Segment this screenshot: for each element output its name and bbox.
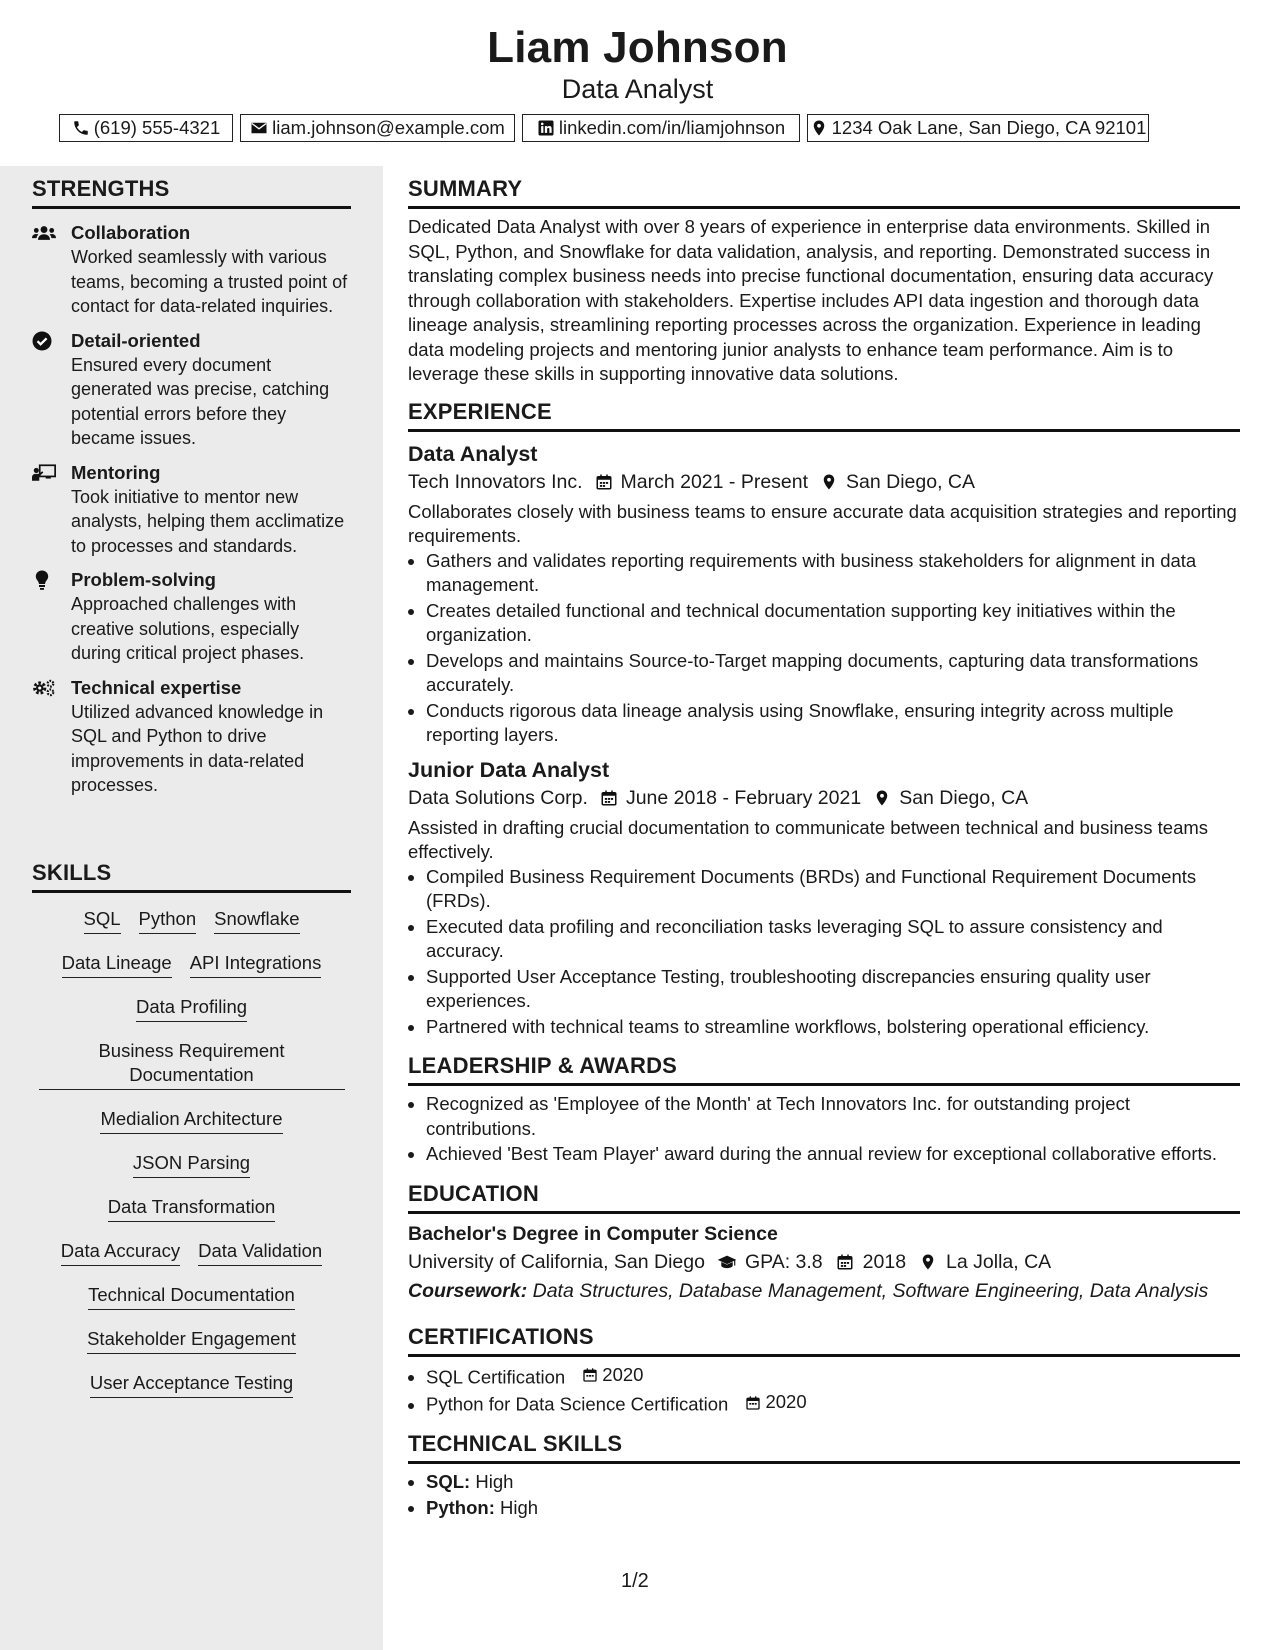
strength-desc: Approached challenges with creative solutions, especially during critical project phases. — [71, 594, 305, 663]
chalkboard-teacher-icon — [32, 463, 56, 483]
page-number: 1/2 — [621, 1570, 649, 1592]
technical-skills-heading: TECHNICAL SKILLS — [408, 1431, 1240, 1464]
skill-tag: Data Transformation — [108, 1195, 276, 1222]
job-role: Junior Data Analyst — [408, 757, 610, 782]
education-heading: EDUCATION — [408, 1181, 1240, 1214]
contact-linkedin[interactable] — [522, 114, 800, 142]
technical-skills-section — [408, 1431, 1240, 1520]
skill-row — [32, 907, 351, 934]
skill-row — [32, 995, 351, 1022]
degree-name: Bachelor's Degree in Computer Science — [408, 1222, 778, 1245]
award-item: • Recognized as 'Employee of the Month' at Tech Innovators Inc. for outstanding project contributions. — [426, 1092, 1240, 1141]
job-bullets — [408, 549, 1240, 748]
certifications-section — [408, 1324, 1240, 1418]
candidate-name: Liam Johnson — [487, 23, 788, 72]
skill-row — [32, 1283, 351, 1310]
experience-heading: EXPERIENCE — [408, 399, 1240, 432]
summary-text: Dedicated Data Analyst with over 8 years of experience in enterprise data environments. Skilled in SQL, Python, and Snowflake for data validation, analysis, and reporting. Demonstrated success in translating complex business needs into precise functional documentation, ensuring data accuracy through collaboration with stakeholders. Expertise includes API data ingestion and thorough data lineage analysis, streamlining reporting processes across the organization. Experience in leading data modeling projects and mentoring junior analysts to enhance team performance. Aim is to leverage these skills in supporting innovative data solutions. — [408, 216, 1214, 384]
skill-tag: JSON Parsing — [133, 1151, 250, 1178]
skill-tag: User Acceptance Testing — [90, 1371, 293, 1398]
certification-date — [745, 1390, 806, 1415]
main-content — [408, 166, 1240, 1521]
strength-title: Mentoring — [71, 461, 161, 483]
job-bullet: • Partnered with technical teams to streamline workflows, bolstering operational efficiency. — [426, 1015, 1240, 1040]
coursework-label: Coursework: — [408, 1279, 528, 1302]
calendar-icon — [745, 1395, 761, 1411]
job-bullet: • Creates detailed functional and technical documentation supporting key initiatives within the organization. — [426, 599, 1240, 648]
skill-row — [32, 1151, 351, 1178]
summary-heading: SUMMARY — [408, 176, 1240, 209]
calendar-icon — [582, 1367, 598, 1383]
skill-row — [32, 1371, 351, 1398]
summary-section — [408, 176, 1240, 387]
contact-email[interactable] — [240, 114, 515, 142]
strength-title: Technical expertise — [71, 676, 242, 698]
school-location: La Jolla, CA — [946, 1250, 1052, 1273]
contact-address-text: 1234 Oak Lane, San Diego, CA 92101 — [831, 117, 1147, 138]
skill-row — [32, 1327, 351, 1354]
skill-tag: Data Lineage — [62, 951, 172, 978]
job-summary: Assisted in drafting crucial documentation to communicate between technical and business teams effectively. — [408, 816, 1209, 862]
map-pin-icon — [820, 473, 838, 491]
strength-item — [32, 461, 351, 559]
job-bullet: • Executed data profiling and reconciliation tasks leveraging SQL to assure consistency and accuracy. — [426, 915, 1240, 964]
strength-item — [32, 568, 351, 666]
strength-item — [32, 676, 351, 798]
strength-desc: Utilized advanced knowledge in SQL and Python to drive improvements in data-related processes. — [71, 701, 324, 795]
strength-title: Detail-oriented — [71, 329, 201, 351]
certification-item — [426, 1363, 1240, 1390]
strength-desc: Took initiative to mentor new analysts, helping them acclimatize to processes and standards. — [71, 486, 345, 556]
phone-icon — [72, 119, 90, 137]
experience-section — [408, 399, 1240, 1040]
contact-bar — [0, 114, 1275, 144]
school-name: University of California, San Diego — [408, 1250, 705, 1273]
strength-title: Problem-solving — [71, 569, 216, 590]
certifications-heading: CERTIFICATIONS — [408, 1324, 1240, 1357]
strength-item — [32, 221, 351, 319]
job-company: Tech Innovators Inc. — [408, 470, 583, 493]
technical-skill-item — [426, 1496, 1240, 1521]
job-dates: June 2018 - February 2021 — [625, 786, 862, 809]
skill-tag: Python — [139, 907, 197, 934]
strength-desc: Worked seamlessly with various teams, becoming a trusted point of contact for data-related inquiries. — [71, 247, 348, 316]
certification-item — [426, 1390, 1240, 1417]
skills-list — [32, 907, 351, 1398]
map-pin-icon — [810, 119, 828, 137]
certification-name: SQL Certification — [426, 1365, 566, 1387]
map-pin-icon — [918, 1253, 938, 1271]
education-meta — [408, 1248, 1240, 1276]
certification-year: 2020 — [602, 1363, 644, 1385]
contact-address[interactable] — [807, 114, 1149, 142]
skill-row — [32, 1039, 351, 1090]
job-bullet: • Compiled Business Requirement Documents (BRDs) and Functional Requirement Documents (FRDs). — [426, 865, 1240, 914]
skills-heading: SKILLS — [32, 860, 351, 893]
strengths-heading: STRENGTHS — [32, 176, 351, 209]
skill-row — [32, 951, 351, 978]
contact-linkedin-text: linkedin.com/in/liamjohnson — [558, 117, 786, 138]
calendar-icon — [595, 473, 613, 491]
skill-row — [32, 1195, 351, 1222]
skill-tag: Data Validation — [198, 1239, 322, 1266]
job-role: Data Analyst — [408, 441, 538, 466]
contact-email-text: liam.johnson@example.com — [272, 117, 505, 138]
strengths-section — [32, 176, 351, 798]
certification-date — [582, 1363, 643, 1388]
skill-tag: Technical Documentation — [88, 1283, 295, 1310]
leadership-heading: LEADERSHIP & AWARDS — [408, 1053, 1240, 1086]
skill-tag: Stakeholder Engagement — [87, 1327, 296, 1354]
graduation-year: 2018 — [862, 1250, 907, 1273]
skill-tag: Business Requirement Documentation — [39, 1039, 345, 1090]
skill-tag: SQL — [84, 907, 121, 934]
strength-desc: Ensured every document generated was precise, catching potential errors before they became issues. — [71, 354, 330, 448]
skill-tag: API Integrations — [190, 951, 322, 978]
job-bullet: • Supported User Acceptance Testing, troubleshooting discrepancies ensuring quality user experiences. — [426, 965, 1240, 1014]
technical-skill-level: High — [475, 1471, 514, 1492]
calendar-icon — [835, 1253, 855, 1271]
candidate-title: Data Analyst — [561, 74, 714, 104]
job-location: San Diego, CA — [846, 470, 976, 493]
job-meta — [408, 784, 1240, 812]
job-meta — [408, 468, 1240, 496]
job-location: San Diego, CA — [899, 786, 1029, 809]
job-summary: Collaborates closely with business teams to ensure accurate data acquisition strategies and reporting requirements. — [408, 500, 1237, 546]
skill-tag: Data Accuracy — [61, 1239, 180, 1266]
envelope-icon — [250, 119, 268, 137]
contact-phone-text: (619) 555-4321 — [93, 117, 221, 138]
leadership-list — [408, 1092, 1240, 1167]
technical-skill-name: Python: — [426, 1496, 495, 1518]
calendar-icon — [600, 789, 618, 807]
skill-row — [32, 1239, 351, 1266]
sidebar — [0, 166, 383, 1650]
gears-icon — [32, 678, 56, 698]
job-bullet: • Develops and maintains Source-to-Target mapping documents, capturing data transformations accurately. — [426, 649, 1240, 698]
linkedin-icon — [537, 119, 555, 137]
strength-item — [32, 329, 351, 451]
award-item: • Achieved 'Best Team Player' award during the annual review for exceptional collaborative efforts. — [426, 1142, 1240, 1167]
gpa: GPA: 3.8 — [744, 1250, 823, 1273]
check-circle-icon — [32, 331, 56, 351]
graduation-cap-icon — [717, 1253, 737, 1271]
skill-tag: Medialion Architecture — [100, 1107, 282, 1134]
contact-phone[interactable] — [59, 114, 233, 142]
skill-tag: Data Profiling — [136, 995, 247, 1022]
coursework-list: Data Structures, Database Management, Software Engineering, Data Analysis — [532, 1279, 1209, 1302]
technical-skills-list — [408, 1470, 1240, 1520]
certifications-list — [408, 1363, 1240, 1418]
job-bullet: • Gathers and validates reporting requirements with business stakeholders for alignment in data management. — [426, 549, 1240, 598]
map-pin-icon — [873, 789, 891, 807]
skill-row — [32, 1107, 351, 1134]
job-entry — [408, 440, 1240, 748]
strength-title: Collaboration — [71, 222, 191, 243]
job-dates: March 2021 - Present — [620, 470, 809, 493]
skill-tag: Snowflake — [214, 907, 299, 934]
technical-skill-name: SQL: — [426, 1471, 471, 1492]
certification-year: 2020 — [765, 1391, 807, 1413]
education-section — [408, 1181, 1240, 1306]
certification-name: Python for Data Science Certification — [426, 1393, 729, 1415]
job-company: Data Solutions Corp. — [408, 786, 588, 809]
job-entry — [408, 756, 1240, 1040]
technical-skill-level: High — [500, 1496, 539, 1518]
users-icon — [32, 223, 56, 243]
job-bullets — [408, 865, 1240, 1040]
leadership-section — [408, 1053, 1240, 1167]
lightbulb-icon — [32, 570, 56, 590]
job-bullet: • Conducts rigorous data lineage analysis using Snowflake, ensuring integrity across multiple reporting layers. — [426, 699, 1240, 748]
technical-skill-item — [426, 1470, 1240, 1495]
resume-header — [0, 0, 1275, 166]
skills-section — [32, 860, 351, 1415]
coursework — [408, 1276, 1240, 1306]
